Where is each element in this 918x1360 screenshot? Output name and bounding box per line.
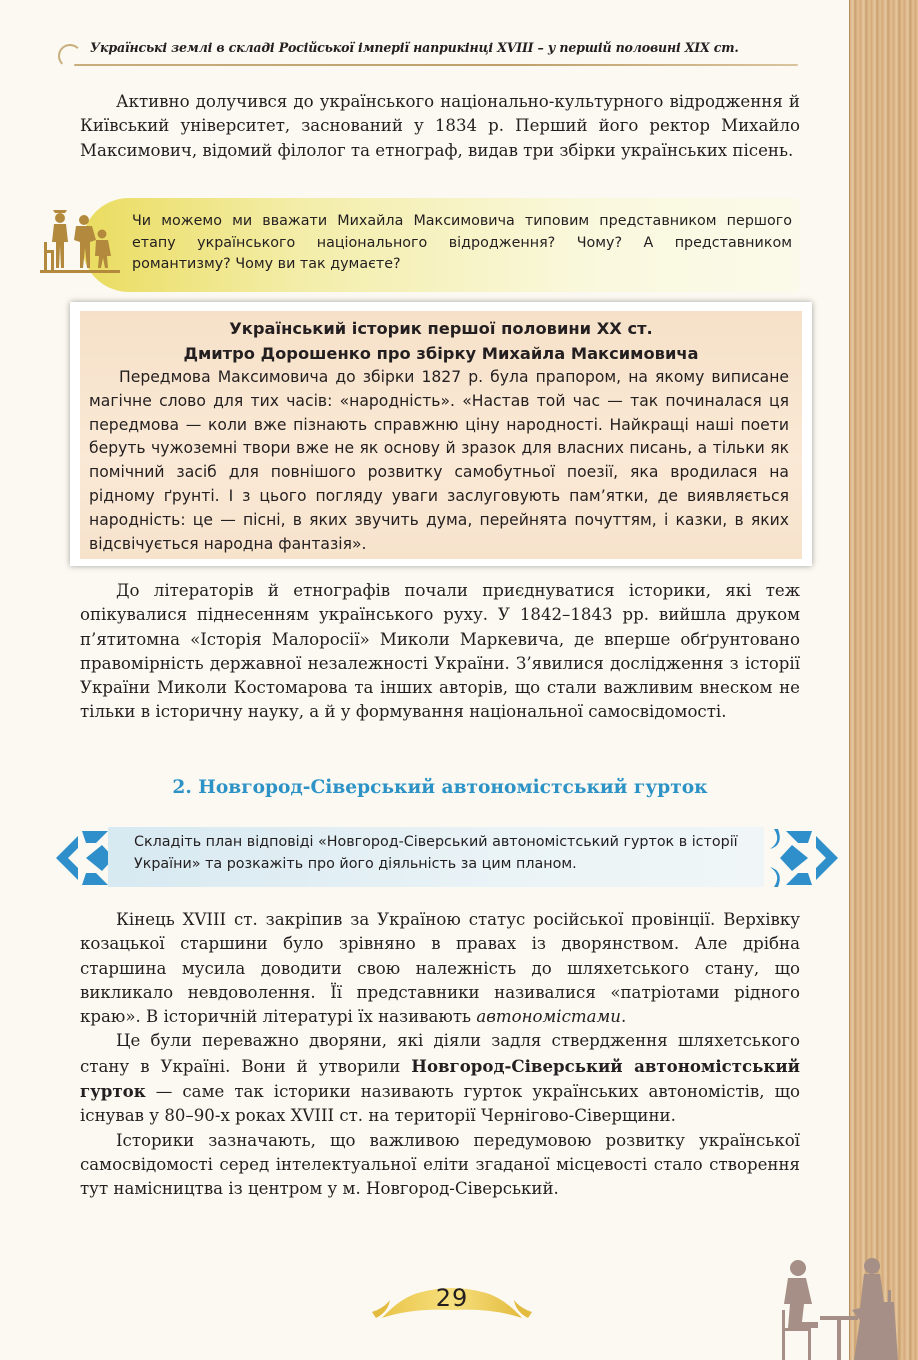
- paragraph-3: Історики зазначають, що важливою передумовою розвитку української самосвідомості серед інтелектуальної еліти згаданої місцевості стало створення тут намісництва із центром у м. Новгород-Сіверський.: [80, 1130, 800, 1199]
- historians-paragraph-block: [80, 579, 800, 725]
- paragraph-2: [80, 1029, 800, 1128]
- paragraph-1: [80, 908, 800, 1029]
- tea-party-figures-icon: [768, 1250, 908, 1360]
- right-ornament-icon: [752, 821, 838, 895]
- book-page-edge: [849, 0, 918, 1360]
- historians-paragraph: До літераторів й етнографів почали приєднуватися історики, які теж опікувалися піднесенням українського руху. У 1842–1843 рр. вийшла друком п’ятитомна «Історія Малоросії» Миколи Маркевича, де вперше обґрунтовано правомірність державної незалежності України. З’явилися дослідження з історії України Миколи Костомарова та інших авторів, що стали важливим внеском не тільки в історичну науку, а й у формування національної самосвідомості.: [80, 581, 800, 722]
- paragraph-1-text: Кінець XVIII ст. закріпив за Україною статус російської провінції. Верхівку козацької старшини було зрівняно в правах із дворянством. Але дрібна старшина мусила доводити свою належність до шляхетського стану, що викликало невдоволення. Її представники називалися «патріотами рідного краю». В історичній літературі їх називають: [80, 910, 800, 1027]
- main-text-block: [80, 908, 800, 1202]
- intro-paragraph-block: [80, 90, 800, 163]
- quote-title: [80, 316, 802, 366]
- header-rule: [74, 64, 798, 66]
- quote-text: Передмова Максимовича до збірки 1827 р. була прапором, на якому виписане магічне слово для тих часів: «народність». «Настав той час — так починалася ця передмова — коли вже пізнають справжню ціну народності. Найкращі наші поети беруть чужоземні твори вже не як основу й зразок для власних писань, а тільки як помічний засіб для повнішого розвитку самобутньої поезії, яка вродилася на рідному ґрунті. І з цього погляду уваги заслуговують пам’ятки, де виявляється народність: це — пісні, в яких звучить дума, перейнята почуттям, і казки, в яких відсвічується народна фантазія».: [89, 368, 789, 553]
- section-heading: 2. Новгород-Сіверський автономістський гурток: [172, 777, 708, 798]
- term-circle-name: Новгород-Сіверський автономістський гурток: [80, 1055, 800, 1102]
- intro-paragraph: Активно долучився до українського національно-культурного відродження й Київський університет, заснований у 1834 р. Перший його ректор Михайло Максимович, відомий філолог та етнограф, видав три збірки українських пісень.: [80, 92, 800, 160]
- paragraph-2-end: — саме так історики називають гурток українських автономістів, що існував у 80–90-х роках XVIII ст. на території Чернігово-Сіверщини.: [80, 1082, 800, 1126]
- quote-title-line2: Дмитро Дорошенко про збірку Михайла Максимовича: [183, 344, 699, 363]
- page-number: 29: [435, 1284, 469, 1312]
- task-text: Складіть план відповіді «Новгород-Сіверський автономістський гурток в історії України» та розкажіть про його діяльність за цим планом.: [134, 834, 738, 872]
- discussion-group-icon: [40, 206, 120, 276]
- quote-text-block: [89, 366, 789, 556]
- running-title: Українські землі в складі Російської імперії наприкінці XVIII – у першій половині XIX ст.: [90, 40, 739, 55]
- question-text: Чи можемо ми вважати Михайла Максимовича типовим представником першого етапу українського національного відродження? Чому? А представником романтизму? Чому ви так думаєте?: [132, 213, 792, 273]
- paragraph-1-end: .: [620, 1007, 627, 1027]
- paragraph-2-start: Це були переважно дворяни, які діяли задля ствердження шляхетського стану в Україні. Вони й утворили: [80, 1031, 800, 1076]
- quote-title-line1: Український історик першої половини ХХ ст.: [229, 319, 653, 338]
- term-autonomists: автономістами: [476, 1007, 621, 1027]
